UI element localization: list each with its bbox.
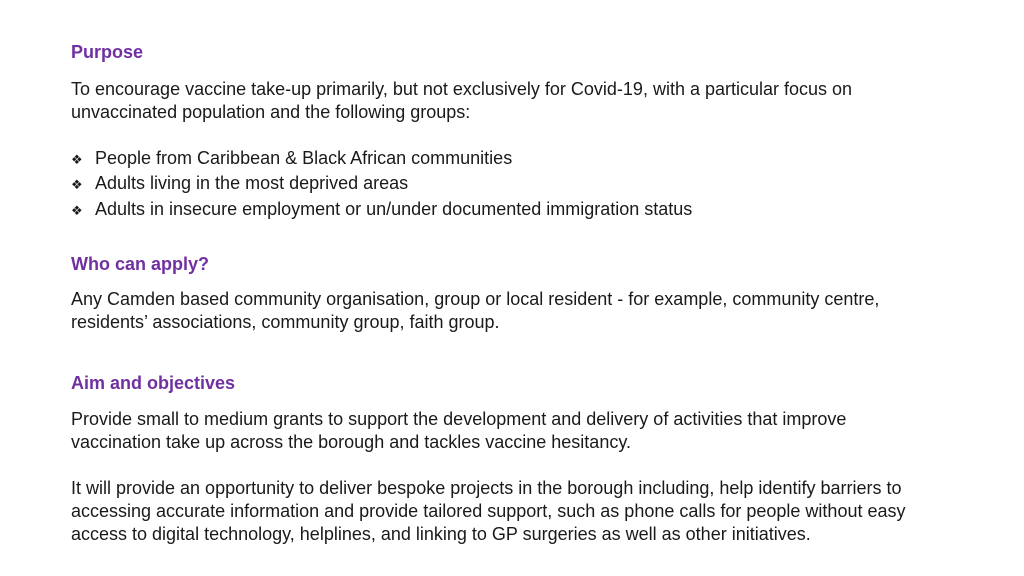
list-item [71, 198, 692, 223]
bullet-text: People from Caribbean & Black African communities [95, 148, 513, 168]
bullet-text: Adults in insecure employment or un/under documented immigration status [95, 198, 693, 219]
diamond-bullet-icon: ❖ [71, 153, 83, 168]
bullet-text: Adults living in the most deprived areas [95, 173, 409, 194]
purpose-text: To encourage vaccine take-up primarily, but not exclusively for Covid-19, with a particular focus on unvaccinated population and the following groups: [71, 79, 853, 122]
purpose-heading: Purpose [71, 42, 144, 62]
diamond-bullet-icon: ❖ [71, 203, 83, 219]
aim-heading: Aim and objectives [71, 373, 236, 393]
list-item [71, 147, 692, 172]
purpose-bullet-list [71, 147, 692, 223]
diamond-bullet-icon: ❖ [71, 178, 83, 194]
aim-paragraph: It will provide an opportunity to deliver bespoke projects in the borough including, help identify barriers to accessing accurate information and provide tailored support, such as phone calls for people without easy access to digital technology, helplines, and linking to GP surgeries as well as other initiatives. [71, 478, 906, 544]
who-can-apply-heading: Who can apply? [71, 254, 210, 274]
who-can-apply-text: Any Camden based community organisation, group or local resident - for example, community centre, residents’ associations, community group, faith group. [71, 289, 880, 332]
list-item [71, 172, 692, 197]
aim-paragraph: Provide small to medium grants to support the development and delivery of activities that improve vaccination take up across the borough and tackles vaccine hesitancy. [71, 409, 847, 452]
